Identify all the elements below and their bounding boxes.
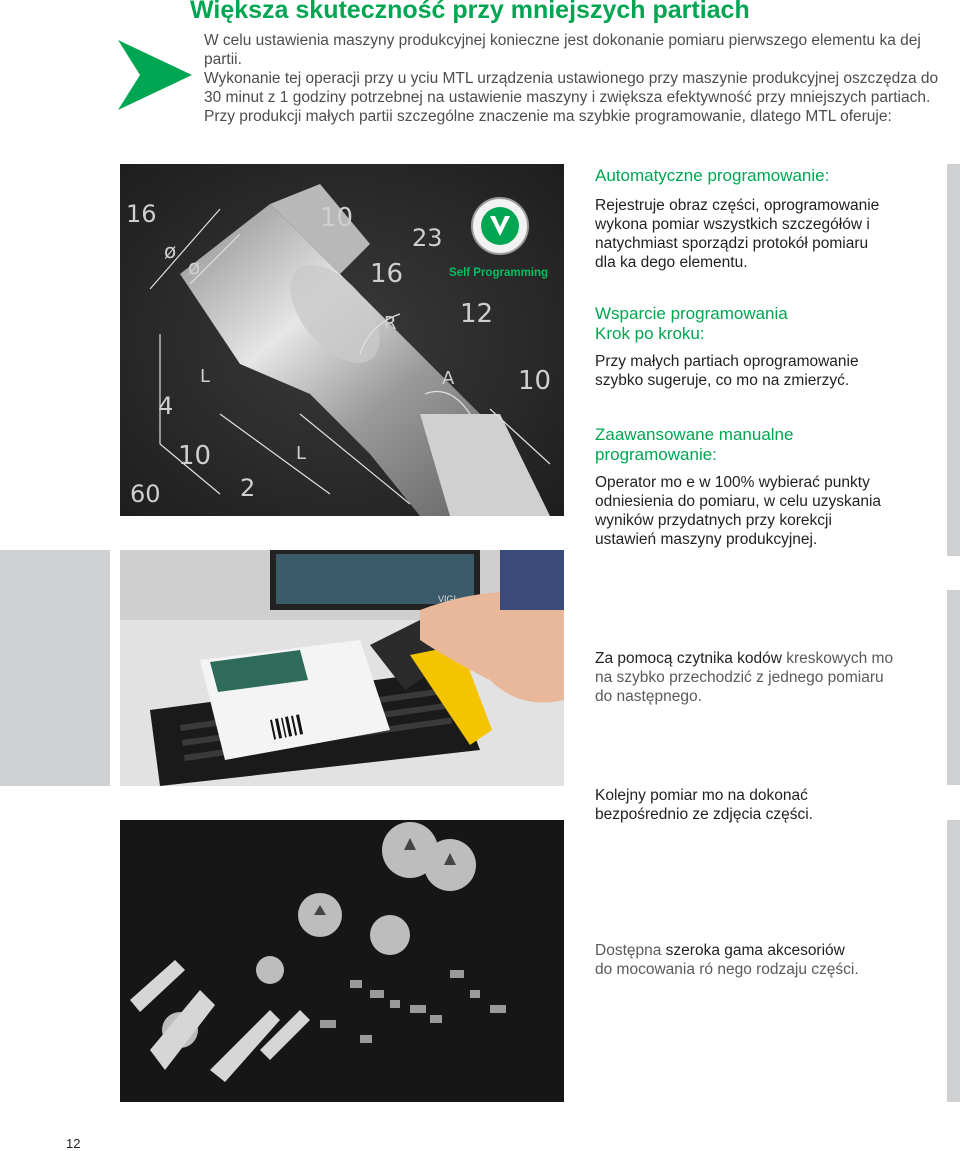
feature-accessories (595, 941, 915, 979)
feature-text: Rejestruje obraz części, oprogramowanie wykona pomiar wszystkich szczegółów i natychmiast sporządzi protokół pomiaru dla ka dego elementu. (595, 197, 880, 271)
dim-label: 10 (320, 203, 354, 233)
intro-paragraph-2: Wykonanie tej operacji przy u yciu MTL urządzenia ustawionego przy maszynie produkcyjnej oszczędza do 30 minut z 1 godziny potrzebnej na ustawienie maszyny i zwiększa efektywność przy mniejszych partiach. (204, 70, 939, 106)
dim-label: L (200, 366, 211, 387)
shaft-measurement-image (120, 164, 564, 516)
dim-label: 2 (240, 474, 256, 502)
intro-paragraph-3: Przy produkcji małych partii szczególne znaczenie ma szybkie programowanie, dlatego MTL oferuje: (204, 108, 892, 125)
dim-label: ø (164, 239, 177, 263)
feature-manual-programming (595, 425, 895, 549)
dim-label: A (442, 368, 455, 389)
page-number: 12 (66, 1136, 81, 1151)
feature-text: do mocowania ró nego rodzaju części. (595, 961, 859, 978)
intro-paragraph-1: W celu ustawienia maszyny produkcyjnej konieczne jest dokonanie pomiaru pierwszego elementu ka dej partii. (204, 32, 921, 68)
dim-label: ø (188, 255, 201, 279)
green-arrow-icon (118, 40, 192, 110)
feature-heading: Wsparcie programowania (595, 304, 788, 323)
feature-text: kreskowych mo na szybko przechodzić z jednego pomiaru do następnego. (595, 650, 894, 705)
feature-text: Kolejny pomiar mo na dokonać bezpośrednio ze zdjęcia części. (595, 787, 813, 823)
dim-label: 12 (460, 299, 494, 329)
feature-text: Dostępna (595, 942, 662, 959)
accessories-image (120, 820, 564, 1102)
page-title: Większa skuteczność przy mniejszych partiach (190, 0, 750, 24)
intro-text (204, 31, 944, 126)
monitor-brand: VIGI (438, 594, 457, 604)
left-bar (0, 550, 110, 786)
feature-barcode (595, 649, 895, 706)
feature-text: Przy małych partiach oprogramowanie szybko sugeruje, co mo na zmierzyć. (595, 353, 859, 389)
dim-label: R (384, 313, 397, 334)
side-bar-3 (947, 820, 960, 1102)
feature-heading: programowanie: (595, 445, 717, 464)
dim-label: 10 (178, 441, 212, 471)
dim-label: 16 (126, 200, 157, 228)
dim-label: 60 (130, 480, 161, 508)
barcode-scanner-image (120, 550, 564, 786)
side-bar-1 (947, 164, 960, 556)
side-bar-2 (947, 590, 960, 785)
badge-label: Self Programming (449, 267, 549, 279)
dim-label: 10 (518, 366, 552, 396)
dim-label: 23 (412, 224, 443, 252)
feature-auto-programming (595, 166, 895, 272)
feature-text: Operator mo e w 100% wybierać punkty odniesienia do pomiaru, w celu uzyskania wyników przydatnych przy korekcji ustawień maszyny produkcyjnej. (595, 474, 882, 548)
feature-text: Za pomocą czytnika kodów (595, 650, 782, 667)
feature-heading: Krok po kroku: (595, 324, 705, 343)
feature-heading: Automatyczne programowanie: (595, 166, 830, 185)
feature-text: szeroka gama akcesoriów (661, 942, 845, 959)
dim-label: 4 (158, 392, 174, 420)
dim-label: L (296, 443, 307, 464)
dim-label: 16 (370, 259, 404, 289)
feature-step-programming (595, 304, 895, 390)
feature-heading: Zaawansowane manualne (595, 425, 794, 444)
feature-photo (595, 786, 855, 824)
